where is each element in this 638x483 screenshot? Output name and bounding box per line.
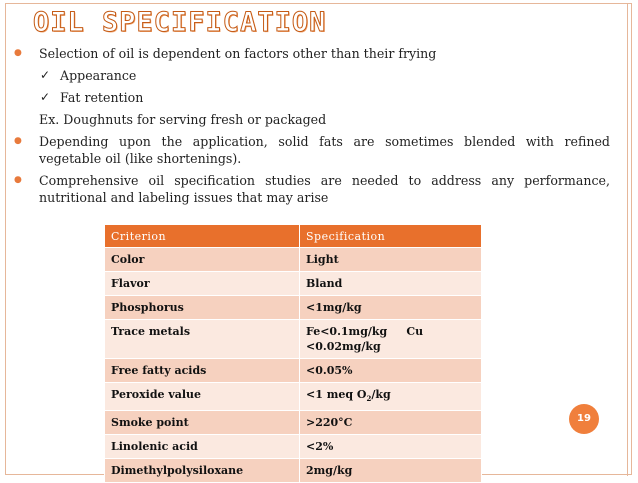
slide-content [10,45,610,211]
specification-table [104,224,482,483]
table-row [105,383,482,411]
spec-cell [300,320,482,359]
bullet-icon: ● [14,48,22,58]
criterion-cell: Smoke point [105,411,300,435]
spec-cell: >220°C [300,411,482,435]
criterion-cell: Color [105,248,300,272]
checkmark-icon: ✓ [40,90,51,104]
page-number-badge: 19 [569,404,599,434]
bullet-text: Selection of oil is dependent on factors other than their frying [39,46,437,61]
header-specification: Specification [300,225,482,248]
criterion-cell: Linolenic acid [105,435,300,459]
bullet-item [10,172,610,206]
table-row [105,248,482,272]
checkmark-icon: ✓ [40,68,51,82]
spec-text: <1 meq O [306,388,367,401]
slide-right-rule [627,4,628,476]
spec-cell: Bland [300,272,482,296]
table-row [105,359,482,383]
bullet-item [10,133,610,167]
criterion-cell: Dimethylpolysiloxane [105,459,300,483]
spec-cell [300,383,482,411]
criterion-cell: Flavor [105,272,300,296]
spec-cell: <0.05% [300,359,482,383]
check-text: Appearance [60,68,137,83]
bullet-icon: ● [14,175,22,185]
spec-text: /kg [371,388,391,401]
check-text: Fat retention [60,90,144,105]
table-header-row [105,225,482,248]
spec-line: <0.02mg/kg [306,340,381,353]
table-row [105,459,482,483]
example-text: Ex. Doughnuts for serving fresh or packaged [39,112,327,127]
criterion-cell: Free fatty acids [105,359,300,383]
bullet-icon: ● [14,136,22,146]
table-row [105,296,482,320]
table-row [105,272,482,296]
bullet-text: Depending upon the application, solid fats are sometimes blended with refined vegetable oil (like shortenings). [39,134,610,166]
criterion-cell: Peroxide value [105,383,300,411]
table-row [105,435,482,459]
table-row [105,411,482,435]
criterion-cell: Phosphorus [105,296,300,320]
bullet-item [10,45,610,62]
spec-cell: Light [300,248,482,272]
spec-cell: 2mg/kg [300,459,482,483]
header-criterion: Criterion [105,225,300,248]
spec-subscript: 2 [366,394,372,404]
spec-line: Fe<0.1mg/kg Cu [306,325,424,338]
spec-cell: <1mg/kg [300,296,482,320]
check-item [10,67,610,84]
criterion-cell: Trace metals [105,320,300,359]
bullet-text: Comprehensive oil specification studies are needed to address any performance, nutritional and labeling issues that may arise [39,173,610,205]
spec-cell: <2% [300,435,482,459]
check-item [10,89,610,106]
table-row [105,320,482,359]
slide-title: OIL SPECIFICATION [33,7,327,38]
